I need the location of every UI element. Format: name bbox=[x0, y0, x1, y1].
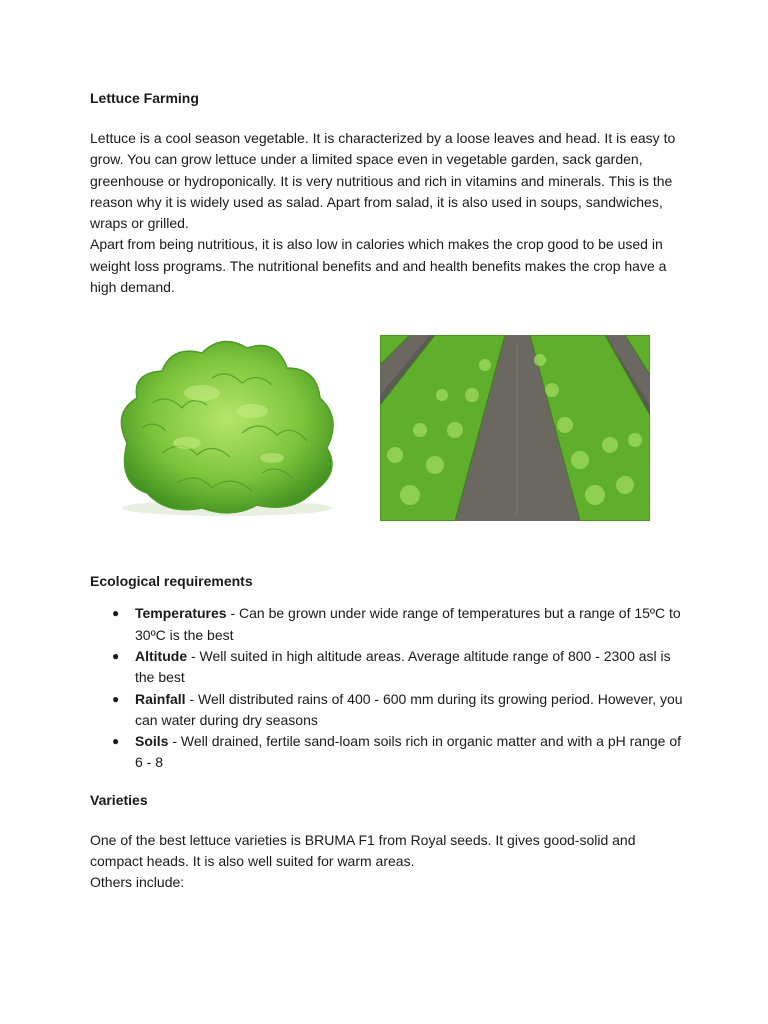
image-row bbox=[90, 323, 690, 537]
ecology-heading: Ecological requirements bbox=[90, 573, 253, 590]
desc-altitude: - Well suited in high altitude areas. Average altitude range of 800 - 2300 asl is the best bbox=[135, 647, 671, 686]
lettuce-head-image bbox=[92, 323, 362, 521]
requirements-list bbox=[90, 603, 690, 773]
bullet-icon: ● bbox=[112, 691, 120, 706]
bullet-icon: ● bbox=[112, 734, 120, 749]
bullet-icon: ● bbox=[112, 648, 120, 663]
page-title: Lettuce Farming bbox=[90, 90, 199, 106]
bullet-icon: ● bbox=[112, 606, 120, 621]
list-item bbox=[90, 603, 690, 646]
term-rainfall: Rainfall bbox=[135, 690, 186, 707]
intro-paragraph-2: Apart from being nutritious, it is also low in calories which makes the crop good to be used in weight loss programs. The nutritional benefits and and health benefits makes the crop have a high demand. bbox=[90, 236, 667, 296]
desc-temperatures: - Can be grown under wide range of temperatures but a range of 15ºC to 30ºC is the best bbox=[135, 605, 681, 643]
term-temperatures: Temperatures bbox=[135, 605, 227, 622]
list-item bbox=[90, 646, 690, 689]
desc-rainfall: - Well distributed rains of 400 - 600 mm during its growing period. However, you can water during dry seasons bbox=[135, 690, 683, 728]
term-soils: Soils bbox=[135, 733, 169, 750]
lettuce-field-image bbox=[380, 335, 650, 521]
list-item bbox=[90, 731, 690, 774]
varieties-heading: Varieties bbox=[90, 791, 148, 808]
varieties-paragraph: One of the best lettuce varieties is BRUMA F1 from Royal seeds. It gives good-solid and compact heads. It is also well suited for warm areas. bbox=[90, 831, 636, 870]
document-page bbox=[90, 88, 690, 894]
intro-paragraph-1: Lettuce is a cool season vegetable. It is characterized by a loose leaves and head. It is easy to grow. You can grow lettuce under a limited space even in vegetable garden, sack garden, greenhouse or hydroponically. It is very nutritious and rich in vitamins and minerals. This is the reason why it is widely used as salad. Apart from salad, it is also used in soups, sandwiches, wraps or grilled. bbox=[90, 130, 676, 232]
others-include-text: Others include: bbox=[90, 874, 185, 891]
desc-soils: - Well drained, fertile sand-loam soils rich in organic matter and with a pH range of 6 - 8 bbox=[135, 733, 681, 771]
list-item bbox=[90, 689, 690, 732]
term-altitude: Altitude bbox=[135, 647, 188, 664]
